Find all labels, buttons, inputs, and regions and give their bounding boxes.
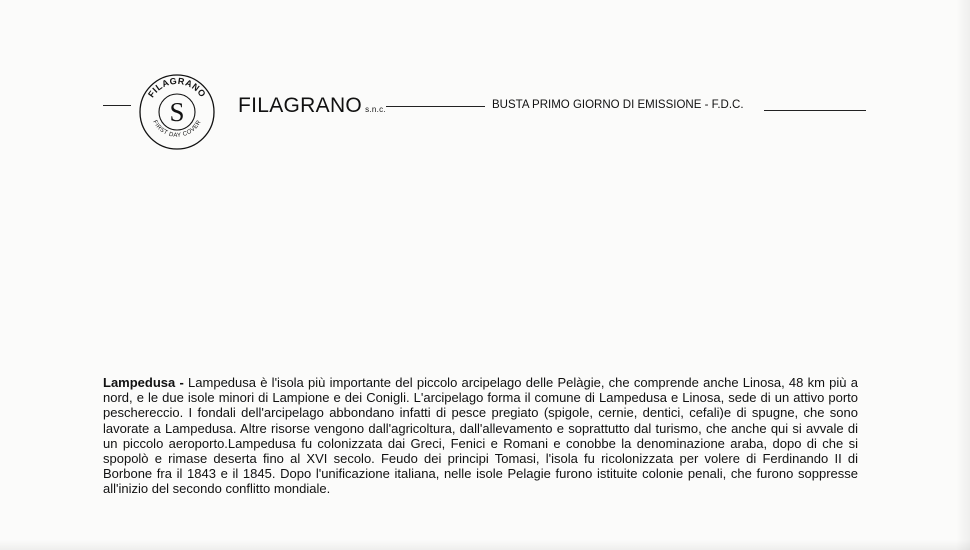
brand-suffix: s.n.c.	[365, 105, 386, 114]
fdc-label: BUSTA PRIMO GIORNO DI EMISSIONE - F.D.C.	[492, 99, 744, 111]
description-paragraph	[103, 375, 858, 497]
header-rule-left	[103, 105, 131, 106]
description-body: Lampedusa è l'isola più importante del piccolo arcipelago delle Pelàgie, che comprende anche Linosa, 48 km più a nord, e le due isole minori di Lampione e dei Conigli. L'arcipelago forma il comune di Lampedusa e Linosa, sede di un attivo porto peschereccio. I fondali dell'arcipelago abbondano infatti di pesce pregiato (spigole, cernie, dentici, cefali)e di spugne, che sono lavorate a Lampedusa. Altre risorse vengono dall'agricoltura, dall'allevamento e soprattutto dal turismo, che anche qui si avvale di un piccolo aeroporto.Lampedusa fu colonizzata dai Greci, Fenici e Romani e conobbe la denominazione araba, dopo di che si spopolò e rimase deserta fino al XVI secolo. Feudo dei principi Tomasi, l'isola fu ricolonizzata per volere di Ferdinando II di Borbone fra il 1843 e il 1845. Dopo l'unificazione italiana, nelle isole Pelagie furono istituite colonie penali, che furono soppresse all'inizio del secondo conflitto mondiale.	[103, 375, 858, 497]
description-title: Lampedusa -	[103, 375, 184, 390]
scan-shadow-bottom	[0, 540, 970, 550]
header-rule-right	[764, 110, 866, 111]
filagrano-seal-logo	[137, 72, 217, 152]
scan-shadow-right	[956, 0, 970, 550]
brand-name	[238, 95, 386, 121]
seal-top-text: FILAGRANO	[146, 75, 208, 100]
svg-text:FILAGRANO	[146, 76, 208, 99]
brand-name-text: FILAGRANO	[238, 94, 363, 117]
seal-bottom-text: FIRST DAY COVER	[151, 119, 203, 139]
seal-letter: S	[169, 97, 185, 127]
header-rule-middle	[386, 106, 485, 107]
